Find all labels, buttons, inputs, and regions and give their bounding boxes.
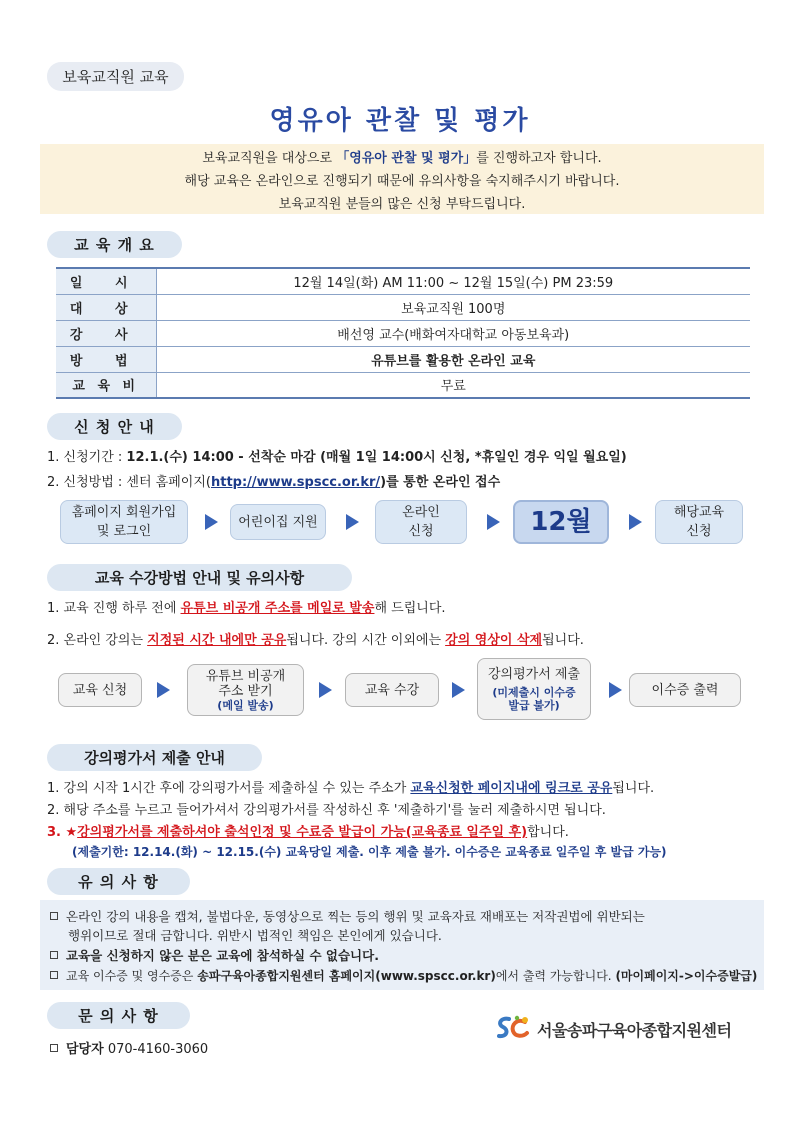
arrow-right-icon <box>629 514 642 530</box>
row-value: 배선영 교수(배화여자대학교 아동보육과) <box>156 320 750 346</box>
evaluation-line-3: 3. ★강의평가서를 제출하셔야 출석인정 및 수료증 발급이 가능(교육종료 일주일 후)합니다. <box>47 825 569 840</box>
caution-item-3: 교육 이수증 및 영수증은 송파구육아종합지원센터 홈페이지(www.spscc.or.kr)에서 출력 가능합니다. (마이페이지->이수증발급) <box>50 967 757 984</box>
apply-heading: 신 청 안 내 <box>47 413 182 440</box>
course-step-certificate: 이수증 출력 <box>629 673 741 707</box>
arrow-right-icon <box>157 682 170 698</box>
flow-step-support: 어린이집 지원 <box>230 504 326 540</box>
logo-text: 서울송파구육아종합지원센터 <box>537 1020 732 1040</box>
intro-line-1: 보육교직원을 대상으로 「영유아 관찰 및 평가」를 진행하고자 합니다. <box>202 151 602 166</box>
evaluation-heading: 강의평가서 제출 안내 <box>47 744 262 771</box>
overview-table <box>56 267 750 399</box>
homepage-link[interactable]: http://www.spscc.or.kr/ <box>210 475 381 490</box>
apply-period: 1. 신청기간 : 12.1.(수) 14:00 - 선착순 마감 (매월 1일 14:00시 신청, *휴일인 경우 익일 월요일) <box>47 450 627 465</box>
flow-step-apply: 해당교육 신청 <box>655 500 743 544</box>
row-label: 일 시 <box>56 268 156 294</box>
row-label: 방 법 <box>56 346 156 372</box>
evaluation-line-1: 1. 강의 시작 1시간 후에 강의평가서를 제출하실 수 있는 주소가 교육신청한 페이지내에 링크로 공유됩니다. <box>47 781 655 796</box>
table-row <box>56 372 750 398</box>
row-label: 대 상 <box>56 294 156 320</box>
contact-line: 담당자 070-4160-3060 <box>50 1038 208 1057</box>
method-line-2: 2. 온라인 강의는 지정된 시간 내에만 공유됩니다. 강의 시간 이외에는 강의 영상이 삭제됩니다. <box>47 633 584 648</box>
flow-step-online: 온라인 신청 <box>375 500 467 544</box>
row-label: 강 사 <box>56 320 156 346</box>
bullet-square-icon <box>50 951 58 959</box>
caution-item-1: 온라인 강의 내용을 캡쳐, 불법다운, 동영상으로 찍는 등의 행위 및 교육자료 재배포는 저작권법에 위반되는 <box>50 907 645 925</box>
flow-step-month: 12월 <box>513 500 609 544</box>
arrow-right-icon <box>487 514 500 530</box>
caution-item-2: 교육을 신청하지 않은 분은 교육에 참석하실 수 없습니다. <box>50 946 379 964</box>
category-tag: 보육교직원 교육 <box>47 62 184 91</box>
caution-heading: 유 의 사 항 <box>47 868 190 895</box>
row-value: 12월 14일(화) AM 11:00 ~ 12월 15일(수) PM 23:59 <box>156 268 750 294</box>
table-row <box>56 320 750 346</box>
row-label: 교 육 비 <box>56 372 156 398</box>
overview-heading: 교 육 개 요 <box>47 231 182 258</box>
row-value: 보육교직원 100명 <box>156 294 750 320</box>
arrow-right-icon <box>205 514 218 530</box>
caution-item-1-cont: 행위이므로 절대 금합니다. 위반시 법적인 책임은 본인에게 있습니다. <box>68 928 442 943</box>
evaluation-line-2: 2. 해당 주소를 누르고 들어가셔서 강의평가서를 작성하신 후 '제출하기'를 눌러 제출하시면 됩니다. <box>47 803 606 818</box>
table-row <box>56 294 750 320</box>
page-title: 영유아 관찰 및 평가 <box>269 106 531 136</box>
course-step-attend: 교육 수강 <box>345 673 439 707</box>
course-step-receive: 유튜브 비공개 주소 받기 (메일 발송) <box>187 664 304 716</box>
bullet-square-icon <box>50 912 58 920</box>
intro-line-2: 해당 교육은 온라인으로 진행되기 때문에 유의사항을 숙지해주시기 바랍니다. <box>184 174 620 189</box>
bullet-square-icon <box>50 1044 58 1052</box>
arrow-right-icon <box>319 682 332 698</box>
evaluation-deadline: (제출기한: 12.14.(화) ~ 12.15.(수) 교육당일 제출. 이후 제출 불가. 이수증은 교육종료 일주일 후 발급 가능) <box>72 845 667 859</box>
center-logo <box>495 1015 731 1043</box>
bullet-square-icon <box>50 971 58 979</box>
table-row <box>56 268 750 294</box>
arrow-right-icon <box>609 682 622 698</box>
arrow-right-icon <box>452 682 465 698</box>
course-step-apply: 교육 신청 <box>58 673 142 707</box>
intro-box <box>40 144 764 214</box>
course-step-evaluate: 강의평가서 제출 (미제출시 이수증 발급 불가) <box>477 658 591 720</box>
row-value: 유튜브를 활용한 온라인 교육 <box>156 346 750 372</box>
row-value: 무료 <box>156 372 750 398</box>
apply-method: 2. 신청방법 : 센터 홈페이지(http://www.spscc.or.kr/)를 통한 온라인 접수 <box>47 475 501 490</box>
intro-line-3: 보육교직원 분들의 많은 신청 부탁드립니다. <box>278 197 526 212</box>
flow-step-register: 홈페이지 회원가입 및 로그인 <box>60 500 188 544</box>
method-heading: 교육 수강방법 안내 및 유의사항 <box>47 564 352 591</box>
contact-heading: 문 의 사 항 <box>47 1002 190 1029</box>
table-row <box>56 346 750 372</box>
method-line-1: 1. 교육 진행 하루 전에 유튜브 비공개 주소를 메일로 발송해 드립니다. <box>47 601 446 616</box>
logo-mark-icon <box>495 1015 531 1043</box>
arrow-right-icon <box>346 514 359 530</box>
